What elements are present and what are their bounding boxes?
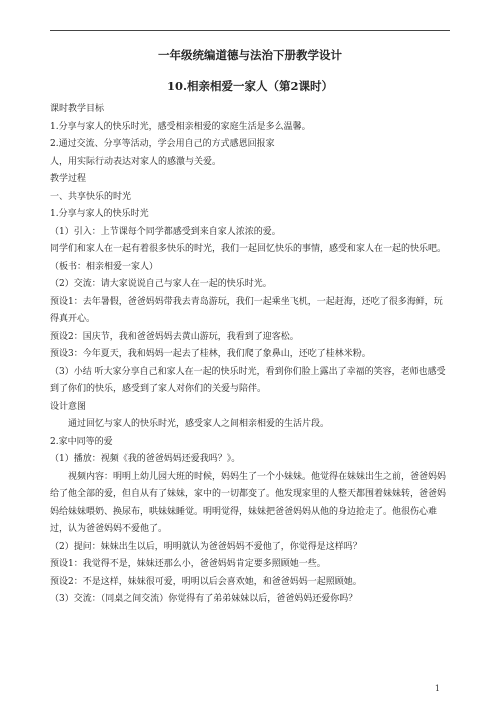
summary: （3）小结 听大家分享自己和家人在一起的快乐时光，看到你们脸上露出了幸福的笑容，老师也感受到了你们的快乐，感受到了家人对你们的关爱与陪伴。 [50, 366, 446, 394]
paragraph-intro-body: 同学们和家人在一起有着很多快乐的时光，我们一起回忆快乐的事情，感受和家人在一起的快乐吧。（板书：相亲相爱一家人） [50, 244, 447, 272]
part-heading-1: 一、共享快乐的时光 [50, 191, 132, 202]
step-play-video: （1）播放：视频《我的爸爸妈妈还爱我吗？》。 [50, 454, 241, 464]
step-question: （2）提问：妹妹出生以后，明明就认为爸爸妈妈不爱他了，你觉得是这样吗？ [50, 541, 362, 552]
answer-preset-1: 预设1：我觉得不是，妹妹还那么小，爸爸妈妈肯定要多照顾她一些。 [50, 559, 326, 569]
objective-1: 1.分享与家人的快乐时光，感受相亲相爱的家庭生活是多么温馨。 [50, 121, 311, 132]
video-content: 视频内容：明明上幼儿园大班的时候，妈妈生了一个小妹妹。他觉得在妹妹出生之前，爸爸妈妈给了他全部的爱，但自从有了妹妹，家中的一切都变了。他发现家里的人整天都围着妹妹转，爸爸妈妈给妹妹喂奶、换尿布，哄妹妹睡觉。明明觉得，妹妹把爸爸妈妈从他的身边抢走了。他很伤心难过，认为爸爸妈妈不爱他了。 [50, 471, 447, 534]
page-number: 1 [434, 684, 440, 693]
design-intent-heading: 设计意图 [50, 401, 87, 412]
preset-3: 预设3：今年夏天，我和妈妈一起去了桂林，我们爬了象鼻山，还吃了桂林米粉。 [50, 349, 371, 359]
preset-1: 预设1：去年暑假，爸爸妈妈带我去青岛游玩，我们一起乘坐飞机，一起赶海，还吃了很多海鲜，玩得真开心。 [50, 296, 443, 324]
step-discussion: （3）交流：（同桌之间交流）你觉得有了弟弟妹妹以后，爸爸妈妈还爱你吗？ [50, 594, 358, 604]
design-intent-body: 通过回忆与家人的快乐时光，感受家人之间相亲相爱的生活片段。 [68, 419, 330, 429]
objective-2-continued: 人，用实际行动表达对家人的感激与关爱。 [50, 156, 222, 167]
document-title: 一年级统编道德与法治下册教学设计 [158, 48, 342, 62]
objective-2: 2.通过交流、分享等活动，学会用自己的方式感恩回报家 [50, 139, 275, 149]
section-heading-objectives: 课时教学目标 [50, 104, 105, 114]
answer-preset-2: 预设2：不是这样，妹妹很可爱，明明以后会喜欢她，和爸爸妈妈一起照顾她。 [50, 576, 362, 587]
document-body [50, 46, 450, 609]
subheading-2: 2.家中同等的爱 [50, 436, 113, 447]
header-rule [50, 30, 450, 31]
section-heading-process: 教学过程 [50, 174, 87, 184]
lesson-title: 10.相亲相爱一家人（第2课时） [166, 79, 333, 93]
step-exchange: （2）交流：请大家说说自己与家人在一起的快乐时光。 [50, 279, 272, 289]
step-intro: （1）引入：上节课每个同学都感受到来自家人浓浓的爱。 [50, 226, 281, 237]
preset-2: 预设2：国庆节，我和爸爸妈妈去黄山游玩，我看到了迎客松。 [50, 331, 299, 342]
subheading-1: 1.分享与家人的快乐时光 [50, 209, 149, 219]
